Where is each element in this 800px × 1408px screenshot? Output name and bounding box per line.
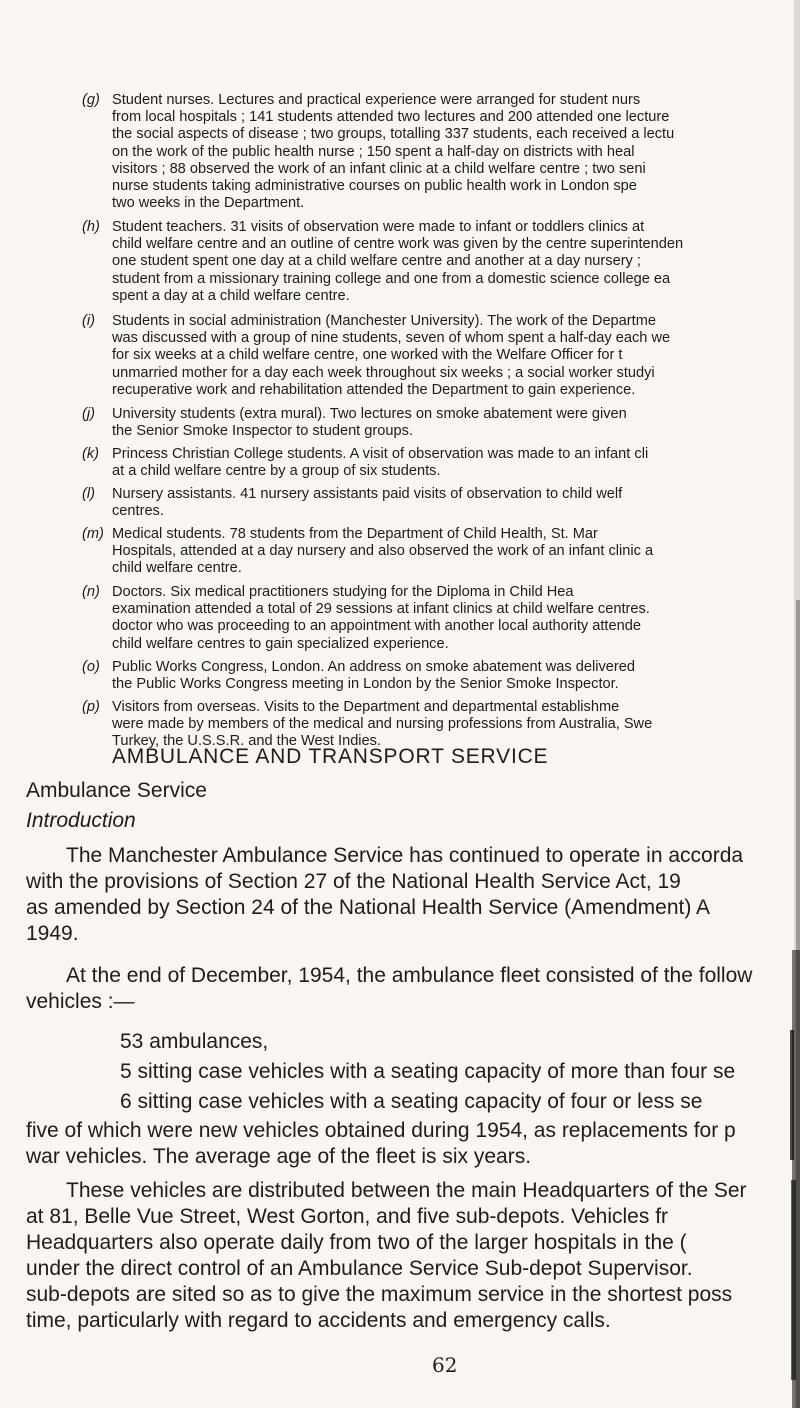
text-line: as amended by Section 24 of the National Health Service (Amendment) A bbox=[26, 896, 711, 919]
text-line: Student teachers. 31 visits of observation were made to infant or toddlers clinics at bbox=[112, 219, 645, 235]
text-line: The Manchester Ambulance Service has continued to operate in accorda bbox=[66, 844, 744, 867]
text-line: recuperative work and rehabilitation attended the Department to gain experience. bbox=[112, 381, 636, 398]
text-line: Princess Christian College students. A visit of observation was made to an infant cli bbox=[112, 446, 649, 462]
text-line: sub-depots are sited so as to give the maximum service in the shortest poss bbox=[26, 1283, 733, 1306]
text-line: Student nurses. Lectures and practical experience were arranged for student nurs bbox=[112, 92, 641, 108]
text-line: child welfare centre. bbox=[112, 560, 242, 577]
text-line: were made by members of the medical and nursing professions from Australia, Swe bbox=[112, 716, 653, 733]
text-line: Nursery assistants. 41 nursery assistants paid visits of observation to child welf bbox=[112, 486, 623, 502]
text-line: At the end of December, 1954, the ambulance fleet consisted of the follow bbox=[66, 964, 753, 987]
text-line: one student spent one day at a child welfare centre and another at a day nursery ; bbox=[112, 253, 641, 270]
fleet-line: 6 sitting case vehicles with a seating capacity of four or less se bbox=[120, 1090, 703, 1113]
item-label: (k) bbox=[82, 446, 100, 462]
text-line: for six weeks at a child welfare centre, one worked with the Welfare Officer for t bbox=[112, 347, 623, 364]
item-text bbox=[112, 486, 622, 520]
paragraph bbox=[26, 843, 800, 947]
paragraph bbox=[26, 1118, 800, 1170]
page-number: 62 bbox=[432, 1353, 458, 1377]
text-line: University students (extra mural). Two lectures on smoke abatement were given bbox=[112, 406, 627, 422]
item-label: (g) bbox=[82, 92, 100, 108]
text-line: with the provisions of Section 27 of the National Health Service Act, 19 bbox=[26, 870, 681, 893]
item-label: (j) bbox=[82, 406, 95, 422]
text-line: time, particularly with regard to accidents and emergency calls. bbox=[26, 1309, 611, 1332]
text-line: Visitors from overseas. Visits to the Department and departmental establishme bbox=[112, 699, 620, 715]
text-line: Headquarters also operate daily from two of the larger hospitals in the ( bbox=[26, 1231, 687, 1254]
item-text bbox=[112, 584, 650, 653]
text-line: under the direct control of an Ambulance Service Sub-depot Supervisor. bbox=[26, 1257, 693, 1280]
text-line: war vehicles. The average age of the fleet is six years. bbox=[26, 1145, 532, 1168]
binding-edge-shadow bbox=[782, 0, 800, 1408]
text-line: at 81, Belle Vue Street, West Gorton, and five sub-depots. Vehicles fr bbox=[26, 1205, 669, 1228]
paragraph bbox=[26, 1178, 800, 1334]
text-line: the Senior Smoke Inspector to student groups. bbox=[112, 423, 413, 440]
text-line: doctor who was proceeding to an appointment with another local authority attende bbox=[112, 618, 641, 635]
text-line: the social aspects of disease ; two groups, totalling 337 students, each received a lectu bbox=[112, 126, 675, 143]
item-text bbox=[112, 526, 653, 578]
text-line: Hospitals, attended at a day nursery and also observed the work of an infant clinic a bbox=[112, 543, 654, 560]
item-text bbox=[112, 92, 674, 212]
item-label: (h) bbox=[82, 219, 100, 235]
item-text bbox=[112, 406, 627, 440]
item-label: (i) bbox=[82, 313, 95, 329]
item-label: (p) bbox=[82, 699, 100, 715]
text-line: spent a day at a child welfare centre. bbox=[112, 287, 350, 304]
section-heading: AMBULANCE AND TRANSPORT SERVICE bbox=[112, 745, 549, 768]
text-line: the Public Works Congress meeting in London by the Senior Smoke Inspector. bbox=[112, 676, 619, 693]
text-line: at a child welfare centre by a group of six students. bbox=[112, 463, 441, 480]
text-line: two weeks in the Department. bbox=[112, 195, 305, 212]
text-line: These vehicles are distributed between the main Headquarters of the Ser bbox=[66, 1179, 747, 1202]
subheading: Ambulance Service bbox=[26, 779, 207, 802]
text-line: unmarried mother for a day each week throughout six weeks ; a social worker studyi bbox=[112, 364, 655, 381]
paragraph bbox=[26, 963, 800, 1015]
intro-heading: Introduction bbox=[26, 809, 136, 832]
item-text bbox=[112, 313, 670, 399]
text-line: Doctors. Six medical practitioners studying for the Diploma in Child Hea bbox=[112, 584, 574, 600]
text-line: Public Works Congress, London. An address on smoke abatement was delivered bbox=[112, 659, 635, 675]
text-line: nurse students taking administrative courses on public health work in London spe bbox=[112, 178, 637, 195]
text-line: student from a missionary training college and one from a domestic science college ea bbox=[112, 270, 671, 287]
fleet-line: 53 ambulances, bbox=[120, 1030, 269, 1053]
text-line: child welfare centres to gain specialized experience. bbox=[112, 635, 449, 652]
text-line: centres. bbox=[112, 503, 164, 520]
text-line: was discussed with a group of nine students, seven of whom spent a half-day each we bbox=[112, 330, 671, 347]
item-label: (l) bbox=[82, 486, 95, 502]
fleet-line: 5 sitting case vehicles with a seating capacity of more than four se bbox=[120, 1060, 736, 1083]
text-line: vehicles :— bbox=[26, 990, 135, 1013]
text-line: visitors ; 88 observed the work of an infant clinic at a child welfare centre ; two seni bbox=[112, 160, 646, 177]
text-line: Turkey, the U.S.S.R. and the West Indies. bbox=[112, 733, 382, 750]
text-line: Students in social administration (Manchester University). The work of the Departme bbox=[112, 313, 656, 329]
item-label: (n) bbox=[82, 584, 100, 600]
item-label: (m) bbox=[82, 526, 104, 542]
text-line: on the work of the public health nurse ; 150 spent a half-day on districts with heal bbox=[112, 143, 635, 160]
text-line: child welfare centre and an outline of centre work was given by the centre superintenden bbox=[112, 236, 684, 253]
text-line: 1949. bbox=[26, 922, 79, 945]
text-line: examination attended a total of 29 sessions at infant clinics at child welfare centres. bbox=[112, 601, 650, 618]
text-line: five of which were new vehicles obtained during 1954, as replacements for p bbox=[26, 1119, 736, 1142]
item-text bbox=[112, 446, 648, 480]
item-text bbox=[112, 219, 683, 305]
item-text bbox=[112, 659, 635, 693]
item-text bbox=[112, 699, 652, 751]
text-line: from local hospitals ; 141 students attended two lectures and 200 attended one lecture bbox=[112, 109, 670, 126]
item-label: (o) bbox=[82, 659, 100, 675]
text-line: Medical students. 78 students from the Department of Child Health, St. Mar bbox=[112, 526, 598, 542]
